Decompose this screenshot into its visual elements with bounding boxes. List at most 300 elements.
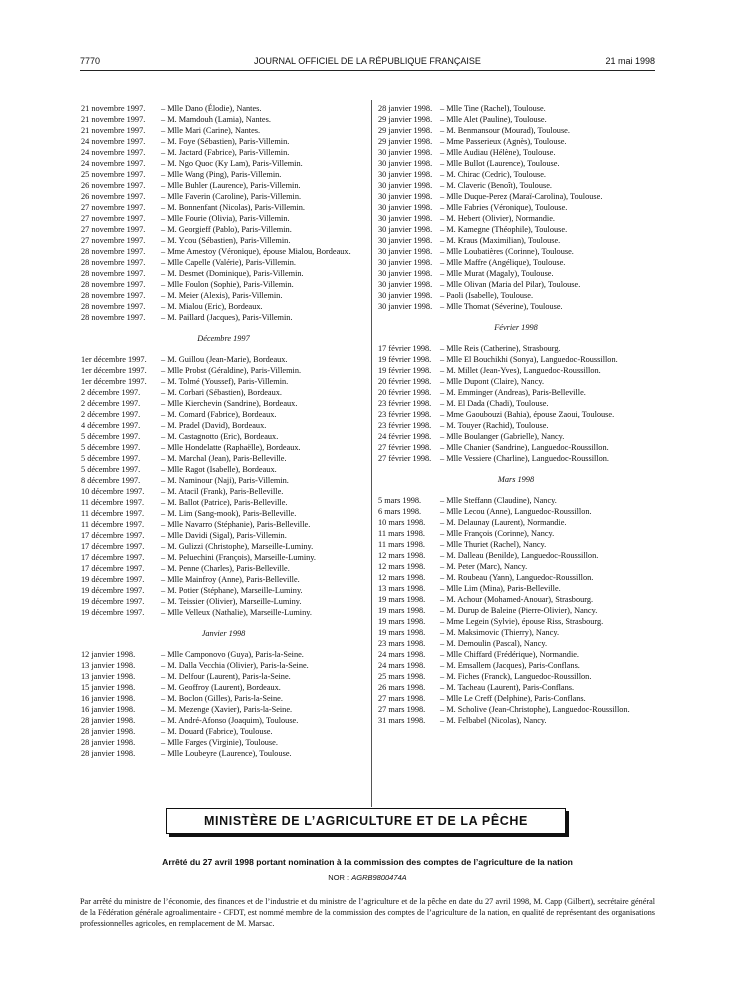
entry-text: – M. Potier (Stéphane), Marseille-Luminy. [161, 586, 303, 595]
list-item [81, 420, 366, 431]
list-item [378, 704, 654, 715]
entry-text: – M. Castagnotto (Eric), Bordeaux. [161, 432, 279, 441]
list-item [378, 495, 654, 506]
left-column [81, 103, 366, 759]
entry-text: – M. Teissier (Olivier), Marseille-Luminy. [161, 597, 302, 606]
entry-date: 5 décembre 1997. [81, 465, 141, 474]
entry-date: 16 janvier 1998. [81, 705, 136, 714]
entry-date: 24 novembre 1997. [81, 137, 146, 146]
entry-date: 2 décembre 1997. [81, 388, 141, 397]
entry-text: – M. Benmansour (Mourad), Toulouse. [440, 126, 570, 135]
entry-text: – Mlle Lecou (Anne), Languedoc-Roussillon. [440, 507, 592, 516]
entry-date: 30 janvier 1998. [378, 247, 433, 256]
list-item [378, 354, 654, 365]
entry-text: – M. Tolmé (Youssef), Paris-Villemin. [161, 377, 289, 386]
entry-date: 27 novembre 1997. [81, 236, 146, 245]
page-header [80, 56, 655, 70]
list-item [378, 235, 654, 246]
entry-date: 24 novembre 1997. [81, 159, 146, 168]
entry-text: – Mlle Boulanger (Gabrielle), Nancy. [440, 432, 565, 441]
entry-text: – M. Dalla Vecchia (Olivier), Paris-la-Seine. [161, 661, 309, 670]
list-item [378, 158, 654, 169]
list-item [81, 224, 366, 235]
list-item [378, 616, 654, 627]
list-item [378, 550, 654, 561]
entry-date: 19 mars 1998. [378, 628, 426, 637]
entry-text: – Mlle Buhler (Laurence), Paris-Villemin. [161, 181, 301, 190]
list-item [81, 475, 366, 486]
entry-date: 10 décembre 1997. [81, 487, 145, 496]
list-item [378, 136, 654, 147]
list-item [81, 301, 366, 312]
entry-date: 28 janvier 1998. [81, 716, 136, 725]
entry-date: 30 janvier 1998. [378, 148, 433, 157]
entry-text: – Paoli (Isabelle), Toulouse. [440, 291, 534, 300]
entry-date: 2 décembre 1997. [81, 399, 141, 408]
entry-date: 23 février 1998. [378, 421, 432, 430]
entry-date: 24 février 1998. [378, 432, 432, 441]
list-item [378, 561, 654, 572]
entry-date: 27 novembre 1997. [81, 203, 146, 212]
entry-text: – Mlle Mari (Carine), Nantes. [161, 126, 261, 135]
list-item [378, 453, 654, 464]
entry-text: – Mlle Thomat (Séverine), Toulouse. [440, 302, 563, 311]
entry-text: – Mlle Lim (Mina), Paris-Belleville. [440, 584, 561, 593]
section-heading-mars: Mars 1998 [497, 475, 535, 484]
entry-text: – M. Marchal (Jean), Paris-Belleville. [161, 454, 287, 463]
entry-text: – Mlle Farges (Virginie), Toulouse. [161, 738, 278, 747]
entry-date: 23 mars 1998. [378, 639, 426, 648]
entry-text: – Mlle Wang (Ping), Paris-Villemin. [161, 170, 282, 179]
list-item [81, 158, 366, 169]
entry-date: 28 janvier 1998. [81, 749, 136, 758]
entry-date: 30 janvier 1998. [378, 159, 433, 168]
list-item [81, 213, 366, 224]
entry-text: – Mlle Mainfroy (Anne), Paris-Belleville. [161, 575, 300, 584]
list-item [81, 312, 366, 323]
entry-date: 30 janvier 1998. [378, 170, 433, 179]
entry-text: – M. Demoulin (Pascal), Nancy. [440, 639, 548, 648]
list-item [378, 147, 654, 158]
list-item [378, 594, 654, 605]
entry-text: – Mlle Capelle (Valérie), Paris-Villemin. [161, 258, 296, 267]
entry-date: 28 janvier 1998. [378, 104, 433, 113]
entry-text: – M. Bonnenfant (Nicolas), Paris-Villemin. [161, 203, 305, 212]
section-heading-fevrier: Février 1998 [494, 323, 538, 332]
list-item [378, 517, 654, 528]
list-item [378, 180, 654, 191]
entry-text: – M. El Dada (Chadi), Toulouse. [440, 399, 549, 408]
entry-text: – M. Comard (Fabrice), Bordeaux. [161, 410, 277, 419]
list-item [81, 464, 366, 475]
entry-text: – Mlle Alet (Pauline), Toulouse. [440, 115, 547, 124]
list-item [378, 572, 654, 583]
entry-text: – Mlle Velleux (Nathalie), Marseille-Luminy. [161, 608, 312, 617]
entry-text: – M. Kamegne (Théophile), Toulouse. [440, 225, 568, 234]
entry-date: 17 février 1998. [378, 344, 432, 353]
entry-date: 30 janvier 1998. [378, 214, 433, 223]
entry-text: – Mlle Chanier (Sandrine), Languedoc-Roussillon. [440, 443, 609, 452]
entry-date: 27 mars 1998. [378, 705, 426, 714]
entry-date: 11 décembre 1997. [81, 498, 145, 507]
entry-text: – M. Georgieff (Pablo), Paris-Villemin. [161, 225, 292, 234]
list-item [378, 224, 654, 235]
list-item [378, 442, 654, 453]
list-item [378, 343, 654, 354]
page-number: 7770 [80, 56, 101, 66]
list-item [81, 508, 366, 519]
right-column [378, 103, 654, 726]
list-item [81, 453, 366, 464]
entry-text: – Mlle Foulon (Sophie), Paris-Villemin. [161, 280, 294, 289]
decree-title: Arrêté du 27 avril 1998 portant nomination à la commission des comptes de l’agriculture de la nation [162, 857, 573, 867]
entry-text: – Mlle Kierchevin (Sandrine), Bordeaux. [161, 399, 298, 408]
entry-text: – Mlle Steffann (Claudine), Nancy. [440, 496, 557, 505]
list-item [81, 715, 366, 726]
entry-date: 12 janvier 1998. [81, 650, 136, 659]
list-item [81, 409, 366, 420]
entry-date: 2 décembre 1997. [81, 410, 141, 419]
entry-text: – Mme Amestoy (Véronique), épouse Mialou, Bordeaux. [161, 247, 351, 256]
entry-text: – Mlle Reis (Catherine), Strasbourg. [440, 344, 561, 353]
list-item [378, 376, 654, 387]
entry-date: 11 décembre 1997. [81, 509, 145, 518]
entry-date: 29 janvier 1998. [378, 137, 433, 146]
entry-date: 12 mars 1998. [378, 551, 426, 560]
list-item [378, 191, 654, 202]
entry-date: 27 février 1998. [378, 454, 432, 463]
list-item [81, 387, 366, 398]
entry-date: 27 novembre 1997. [81, 225, 146, 234]
journal-title: JOURNAL OFFICIEL DE LA RÉPUBLIQUE FRANÇAISE [254, 56, 481, 66]
entry-date: 26 novembre 1997. [81, 192, 146, 201]
entry-text: – M. Penne (Charles), Paris-Belleville. [161, 564, 290, 573]
novembre-list [81, 103, 366, 323]
entry-text: – Mlle Chiffard (Frédérique), Normandie. [440, 650, 580, 659]
entry-text: – M. Millet (Jean-Yves), Languedoc-Roussillon. [440, 366, 601, 375]
entry-date: 17 décembre 1997. [81, 553, 145, 562]
entry-date: 30 janvier 1998. [378, 258, 433, 267]
list-item [378, 301, 654, 312]
list-item [378, 125, 654, 136]
entry-date: 10 mars 1998. [378, 518, 426, 527]
entry-date: 28 novembre 1997. [81, 258, 146, 267]
list-item [81, 354, 366, 365]
entry-date: 30 janvier 1998. [378, 203, 433, 212]
list-item [81, 660, 366, 671]
entry-text: – M. Pradel (David), Bordeaux. [161, 421, 267, 430]
list-item [81, 257, 366, 268]
entry-text: – M. Naminour (Naji), Paris-Villemin. [161, 476, 289, 485]
entry-date: 11 décembre 1997. [81, 520, 145, 529]
list-item [81, 169, 366, 180]
entry-text: – Mlle Ragot (Isabelle), Bordeaux. [161, 465, 277, 474]
entry-text: – Mlle Faverin (Caroline), Paris-Villemin. [161, 192, 302, 201]
entry-date: 12 mars 1998. [378, 562, 426, 571]
entry-text: – Mlle Bullot (Laurence), Toulouse. [440, 159, 560, 168]
list-item [378, 583, 654, 594]
list-item [378, 506, 654, 517]
list-item [81, 649, 366, 660]
entry-date: 12 mars 1998. [378, 573, 426, 582]
entry-date: 20 février 1998. [378, 388, 432, 397]
entry-date: 28 novembre 1997. [81, 291, 146, 300]
entry-date: 28 novembre 1997. [81, 269, 146, 278]
list-item [378, 682, 654, 693]
entry-text: – M. Desmet (Dominique), Paris-Villemin. [161, 269, 304, 278]
entry-date: 19 décembre 1997. [81, 597, 145, 606]
entry-text: – Mlle Le Creff (Delphine), Paris-Conflans. [440, 694, 586, 703]
list-item [81, 704, 366, 715]
entry-text: – M. Maksimovic (Thierry), Nancy. [440, 628, 560, 637]
entry-text: – Mlle Vessiere (Charline), Languedoc-Roussillon. [440, 454, 609, 463]
entry-text: – Mlle Loubatières (Corinne), Toulouse. [440, 247, 574, 256]
list-item [81, 519, 366, 530]
list-item [81, 530, 366, 541]
entry-date: 28 novembre 1997. [81, 302, 146, 311]
entry-text: – Mme Legein (Sylvie), épouse Riss, Strasbourg. [440, 617, 604, 626]
list-item [81, 202, 366, 213]
entry-text: – M. Tacheau (Laurent), Paris-Conflans. [440, 683, 575, 692]
entry-text: – M. Achour (Mohamed-Anouar), Strasbourg. [440, 595, 594, 604]
entry-date: 29 janvier 1998. [378, 115, 433, 124]
list-item [378, 387, 654, 398]
entry-date: 11 mars 1998. [378, 529, 425, 538]
entry-date: 17 décembre 1997. [81, 531, 145, 540]
entry-date: 19 décembre 1997. [81, 586, 145, 595]
entry-date: 13 mars 1998. [378, 584, 426, 593]
list-item [378, 103, 654, 114]
decree-body: Par arrêté du ministre de l’économie, des finances et de l’industrie et du ministre de l’agriculture et de la pêche en date du 27 avril 1998, M. Capp (Gilbert), secrétaire général de la Fédération générale agroalimentaire - CFDT, est nommé membre de la commission des comptes de l’agriculture de la nation, en qualité de représentant des organisations professionnelles agricoles, en remplacement de M. Marsac. [80, 897, 655, 928]
entry-text: – M. Guillou (Jean-Marie), Bordeaux. [161, 355, 288, 364]
entry-date: 19 février 1998. [378, 355, 432, 364]
entry-text: – Mlle Dupont (Claire), Nancy. [440, 377, 545, 386]
entry-text: – M. Gulizzi (Christophe), Marseille-Luminy. [161, 542, 314, 551]
entry-text: – Mlle Audiau (Hélène), Toulouse. [440, 148, 556, 157]
entry-text: – M. Geoffroy (Laurent), Bordeaux. [161, 683, 281, 692]
entry-text: – Mlle Thuriet (Rachel), Nancy. [440, 540, 547, 549]
entry-date: 16 janvier 1998. [81, 694, 136, 703]
entry-date: 30 janvier 1998. [378, 192, 433, 201]
entry-text: – M. Scholive (Jean-Christophe), Languedoc-Roussillon. [440, 705, 630, 714]
entry-text: – M. Ycou (Sébastien), Paris-Villemin. [161, 236, 291, 245]
entry-text: – M. Emsallem (Jacques), Paris-Conflans. [440, 661, 580, 670]
list-item [81, 563, 366, 574]
list-item [81, 486, 366, 497]
column-divider [371, 100, 372, 807]
entry-date: 13 janvier 1998. [81, 661, 136, 670]
entry-date: 19 décembre 1997. [81, 575, 145, 584]
entry-date: 30 janvier 1998. [378, 269, 433, 278]
entry-text: – Mlle Probst (Géraldine), Paris-Villemin. [161, 366, 302, 375]
entry-date: 19 février 1998. [378, 366, 432, 375]
list-item [81, 191, 366, 202]
entry-date: 24 novembre 1997. [81, 148, 146, 157]
list-item [378, 431, 654, 442]
list-item [81, 671, 366, 682]
entry-date: 15 janvier 1998. [81, 683, 136, 692]
entry-date: 29 janvier 1998. [378, 126, 433, 135]
entry-date: 21 novembre 1997. [81, 126, 146, 135]
list-item [378, 420, 654, 431]
list-item [81, 682, 366, 693]
entry-date: 24 mars 1998. [378, 650, 426, 659]
entry-text: – M. Mamdouh (Lamia), Nantes. [161, 115, 271, 124]
entry-date: 28 janvier 1998. [81, 738, 136, 747]
entry-date: 27 mars 1998. [378, 694, 426, 703]
list-item [378, 528, 654, 539]
list-item [81, 103, 366, 114]
entry-date: 26 novembre 1997. [81, 181, 146, 190]
list-item [81, 693, 366, 704]
entry-text: – M. Dalleau (Benilde), Languedoc-Roussillon. [440, 551, 599, 560]
entry-text: – M. Chirac (Cedric), Toulouse. [440, 170, 546, 179]
entry-text: – M. Durup de Baleine (Pierre-Olivier), Nancy. [440, 606, 598, 615]
list-item [378, 409, 654, 420]
entry-text: – Mlle Dano (Élodie), Nantes. [161, 104, 262, 113]
entry-text: – M. Peter (Marc), Nancy. [440, 562, 528, 571]
entry-date: 19 mars 1998. [378, 617, 426, 626]
list-item [81, 180, 366, 191]
entry-text: – M. Ngo Quoc (Ky Lam), Paris-Villemin. [161, 159, 303, 168]
entry-date: 27 novembre 1997. [81, 214, 146, 223]
entry-date: 19 mars 1998. [378, 606, 426, 615]
list-item [378, 660, 654, 671]
list-item [378, 671, 654, 682]
list-item [81, 376, 366, 387]
entry-date: 30 janvier 1998. [378, 291, 433, 300]
entry-text: – M. Hebert (Olivier), Normandie. [440, 214, 555, 223]
entry-date: 1er décembre 1997. [81, 377, 147, 386]
list-item [81, 607, 366, 618]
entry-text: – M. Mezenge (Xavier), Paris-la-Seine. [161, 705, 293, 714]
entry-text: – M. Meier (Alexis), Paris-Villemin. [161, 291, 283, 300]
entry-text: – M. André-Afonso (Joaquim), Toulouse. [161, 716, 299, 725]
list-item [378, 257, 654, 268]
entry-date: 5 décembre 1997. [81, 454, 141, 463]
list-item [81, 235, 366, 246]
entry-text: – M. Delaunay (Laurent), Normandie. [440, 518, 567, 527]
entry-date: 24 mars 1998. [378, 661, 426, 670]
list-item [378, 169, 654, 180]
janvier-list [81, 649, 366, 759]
list-item [378, 213, 654, 224]
entry-text: – Mlle Loubeyre (Laurence), Toulouse. [161, 749, 292, 758]
entry-date: 23 février 1998. [378, 399, 432, 408]
entry-date: 17 décembre 1997. [81, 564, 145, 573]
entry-date: 30 janvier 1998. [378, 181, 433, 190]
mars-list [378, 495, 654, 726]
entry-date: 6 mars 1998. [378, 507, 422, 516]
entry-text: – Mlle Murat (Magaly), Toulouse. [440, 269, 554, 278]
list-item [378, 365, 654, 376]
entry-text: – M. Delfour (Laurent), Paris-la-Seine. [161, 672, 291, 681]
list-item [81, 246, 366, 257]
entry-date: 1er décembre 1997. [81, 366, 147, 375]
entry-date: 5 mars 1998. [378, 496, 422, 505]
list-item [81, 596, 366, 607]
issue-date: 21 mai 1998 [605, 56, 655, 66]
entry-date: 5 décembre 1997. [81, 432, 141, 441]
entry-text: – M. Touyer (Rachid), Toulouse. [440, 421, 549, 430]
entry-date: 27 février 1998. [378, 443, 432, 452]
list-item [378, 539, 654, 550]
ministry-title-box: MINISTÈRE DE L’AGRICULTURE ET DE LA PÊCHE [166, 808, 566, 834]
entry-text: – M. Boclon (Gilles), Paris-la-Seine. [161, 694, 283, 703]
entry-text: – M. Corbari (Sébastien), Bordeaux. [161, 388, 282, 397]
list-item [378, 398, 654, 409]
list-item [378, 605, 654, 616]
entry-date: 30 janvier 1998. [378, 302, 433, 311]
list-item [378, 693, 654, 704]
list-item [81, 290, 366, 301]
entry-text: – M. Roubeau (Yann), Languedoc-Roussillon. [440, 573, 594, 582]
entry-date: 25 mars 1998. [378, 672, 426, 681]
entry-date: 19 mars 1998. [378, 595, 426, 604]
entry-text: – Mlle Maffre (Angélique), Toulouse. [440, 258, 566, 267]
entry-date: 19 décembre 1997. [81, 608, 145, 617]
fevrier-list [378, 343, 654, 464]
entry-text: – M. Emminger (Andreas), Paris-Belleville. [440, 388, 586, 397]
entry-text: – M. Atacil (Frank), Paris-Belleville. [161, 487, 284, 496]
entry-text: – M. Douard (Fabrice), Toulouse. [161, 727, 273, 736]
entry-date: 25 novembre 1997. [81, 170, 146, 179]
entry-text: – Mlle El Bouchikhi (Sonya), Languedoc-Roussillon. [440, 355, 618, 364]
entry-date: 31 mars 1998. [378, 716, 426, 725]
entry-date: 21 novembre 1997. [81, 115, 146, 124]
entry-text: – M. Fiches (Franck), Languedoc-Roussillon. [440, 672, 592, 681]
entry-text: – M. Paillard (Jacques), Paris-Villemin. [161, 313, 293, 322]
list-item [81, 431, 366, 442]
list-item [378, 202, 654, 213]
list-item [378, 268, 654, 279]
entry-text: – M. Kraus (Maximilian), Toulouse. [440, 236, 561, 245]
entry-date: 30 janvier 1998. [378, 280, 433, 289]
entry-text: – M. Foye (Sébastien), Paris-Villemin. [161, 137, 290, 146]
list-item [81, 114, 366, 125]
list-item [81, 136, 366, 147]
entry-text: – Mlle François (Corinne), Nancy. [440, 529, 555, 538]
list-item [81, 125, 366, 136]
entry-date: 1er décembre 1997. [81, 355, 147, 364]
entry-date: 26 mars 1998. [378, 683, 426, 692]
list-item [81, 279, 366, 290]
section-heading-janvier: Janvier 1998 [201, 629, 246, 638]
entry-text: – Mlle Camponovo (Guya), Paris-la-Seine. [161, 650, 304, 659]
entry-text: – Mlle Fourie (Olivia), Paris-Villemin. [161, 214, 290, 223]
section-heading-decembre: Décembre 1997 [197, 334, 250, 343]
entry-text: – Mlle Hondelatte (Raphaëlle), Bordeaux. [161, 443, 301, 452]
entry-date: 28 janvier 1998. [81, 727, 136, 736]
entry-text: – Mme Gaoubouzi (Bahia), épouse Zaoui, Toulouse. [440, 410, 615, 419]
entry-date: 28 novembre 1997. [81, 313, 146, 322]
entry-date: 13 janvier 1998. [81, 672, 136, 681]
entry-text: – M. Lim (Sang-mook), Paris-Belleville. [161, 509, 297, 518]
list-item [81, 268, 366, 279]
janvier-list-continued [378, 103, 654, 312]
entry-date: 30 janvier 1998. [378, 225, 433, 234]
list-item [378, 279, 654, 290]
list-item [378, 715, 654, 726]
entry-date: 28 novembre 1997. [81, 280, 146, 289]
list-item [81, 748, 366, 759]
list-item [378, 627, 654, 638]
entry-date: 20 février 1998. [378, 377, 432, 386]
entry-text: – M. Ballot (Patrice), Paris-Belleville. [161, 498, 288, 507]
list-item [378, 246, 654, 257]
entry-text: – M. Felbabel (Nicolas), Nancy. [440, 716, 547, 725]
entry-text: – Mlle Tine (Rachel), Toulouse. [440, 104, 546, 113]
